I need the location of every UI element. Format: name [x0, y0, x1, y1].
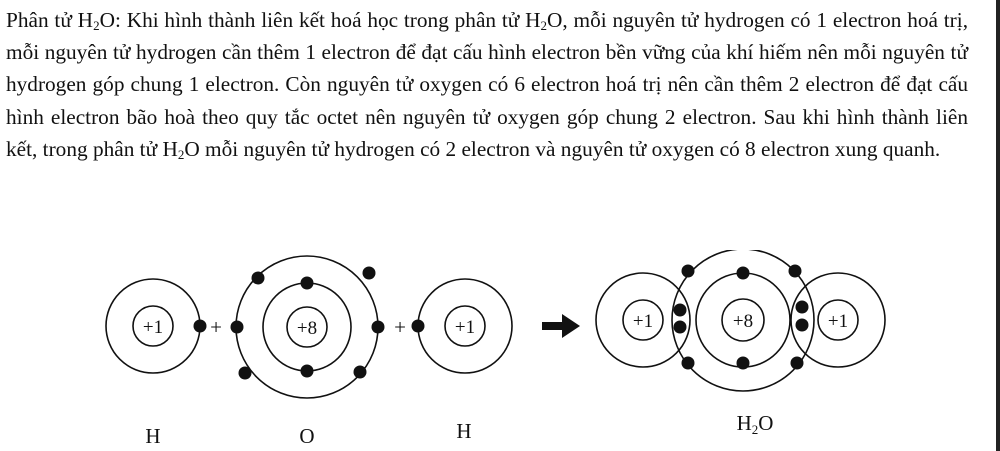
electron — [682, 357, 695, 370]
hydrogen-atom-right — [412, 279, 513, 373]
reaction-arrow-icon — [542, 314, 580, 338]
shared-electron — [674, 304, 687, 317]
text-part-2: , mỗi nguyên tử hydrogen có 1 electron hoá trị, mỗi nguyên tử hydrogen cần thêm 1 electron để đạt cấu hình electron bền vững của khí hiếm nên mỗi nguyên tử hydrogen góp chung 1 electron. Còn nguyên tử oxygen có 6 electron hoá trị nên cần thêm 2 electron để đạt cấu hình electron bão hoà theo quy tắc octet nên nguyên tử oxygen góp chung 2 electron. Sau khi hình thành liên kết, trong phân tử — [6, 8, 969, 161]
water-molecule — [596, 250, 885, 391]
electron — [354, 366, 367, 379]
electron — [789, 265, 802, 278]
o-core: +8 — [296, 318, 318, 339]
label-h2o: H2O — [736, 411, 774, 437]
shared-electron — [674, 321, 687, 334]
hydrogen-atom-left — [106, 279, 207, 373]
colon: : — [114, 8, 127, 32]
shared-electron — [796, 319, 809, 332]
electron — [231, 321, 244, 334]
formula-h2o-1: $H_2O$ — [77, 8, 115, 33]
h2o-h-core-left: +1 — [632, 311, 654, 332]
electron — [194, 320, 207, 333]
h-core-right: +1 — [454, 317, 476, 338]
plus-sign-2: + — [394, 315, 406, 339]
page-edge-shadow — [996, 0, 1000, 451]
electron — [363, 267, 376, 280]
plus-sign-1: + — [210, 315, 222, 339]
electron — [239, 367, 252, 380]
explanation-paragraph — [6, 4, 968, 165]
text-part-1: Khi hình thành liên kết hoá học trong phân tử — [126, 8, 526, 32]
lead-text: Phân tử — [6, 8, 78, 32]
h2o-h-core-right: +1 — [827, 311, 849, 332]
electron — [301, 365, 314, 378]
label-h-right: H — [456, 419, 472, 443]
electron — [791, 357, 804, 370]
text-part-3: mỗi nguyên tử hydrogen có 2 electron và nguyên tử oxygen có 8 electron xung quanh. — [199, 136, 941, 161]
electron — [737, 267, 750, 280]
electron — [252, 272, 265, 285]
oxygen-atom — [231, 256, 385, 398]
label-h-left: H — [145, 424, 161, 448]
formula-h2o-2: $H_2O$ — [525, 8, 563, 33]
h-core-left: +1 — [142, 317, 164, 338]
electron — [682, 265, 695, 278]
electron — [301, 277, 314, 290]
h2o-o-core: +8 — [732, 311, 754, 332]
water-formation-diagram — [0, 250, 1000, 451]
label-o: O — [299, 424, 315, 448]
formula-h2o-3: $H_2O$ — [162, 136, 200, 162]
electron — [372, 321, 385, 334]
electron — [412, 320, 425, 333]
shared-electron — [796, 301, 809, 314]
electron — [737, 357, 750, 370]
